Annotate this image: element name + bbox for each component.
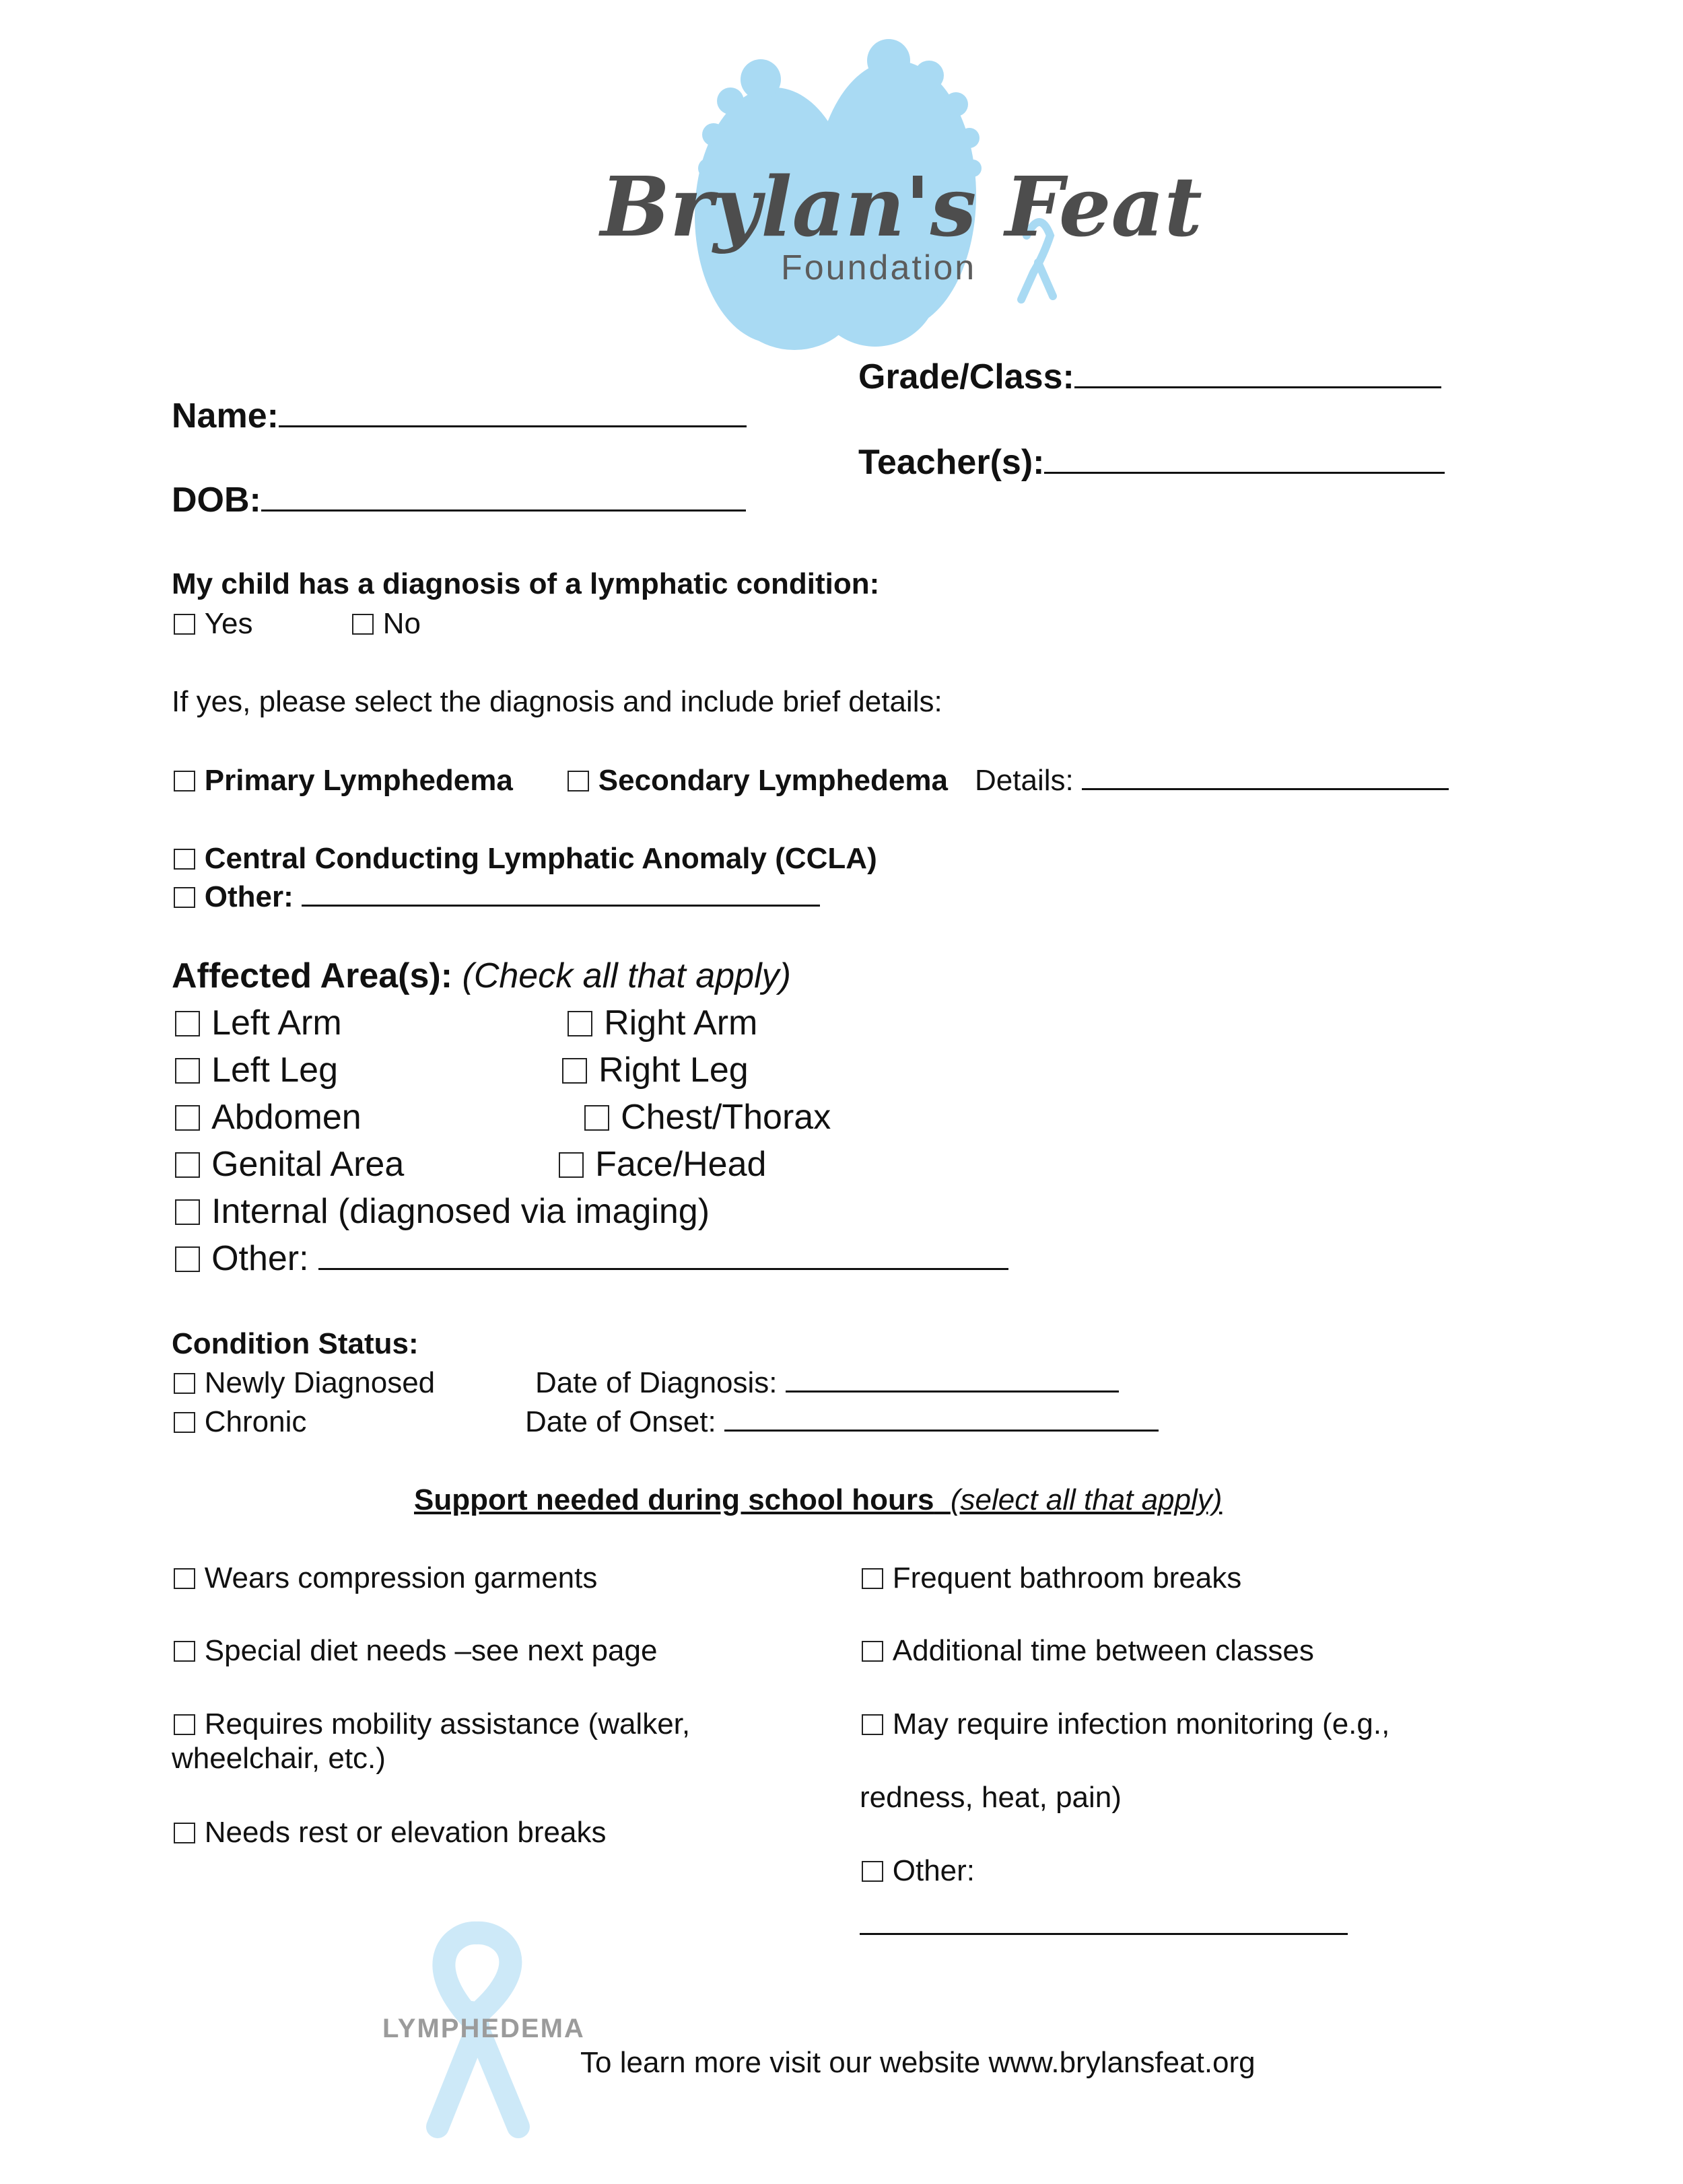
genital-label: Genital Area	[211, 1145, 405, 1184]
mobility-label-2: wheelchair, etc.)	[172, 1742, 386, 1775]
affected-other-option[interactable]	[175, 1238, 1008, 1279]
diagnosis-other-input[interactable]	[302, 905, 820, 907]
right-arm-label: Right Arm	[604, 1003, 758, 1043]
right-leg-label: Right Leg	[598, 1051, 749, 1090]
face-option[interactable]	[559, 1144, 766, 1185]
yes-label: Yes	[204, 607, 253, 640]
affected-areas-heading	[172, 956, 791, 996]
checkbox-mobility[interactable]	[174, 1714, 195, 1736]
dob-field	[172, 480, 746, 520]
checkbox-compression[interactable]	[174, 1568, 195, 1590]
date-onset-label: Date of Onset:	[525, 1405, 716, 1438]
bathroom-option[interactable]	[862, 1561, 1241, 1595]
diet-label: Special diet needs –see next page	[204, 1634, 658, 1667]
support-other-label: Other:	[892, 1854, 975, 1887]
checkbox-chest[interactable]	[584, 1105, 609, 1130]
diagnosis-instruction: If yes, please select the diagnosis and include brief details:	[172, 685, 942, 718]
teacher-input[interactable]	[1044, 472, 1445, 474]
time-option[interactable]	[862, 1634, 1314, 1668]
checkbox-affected-other[interactable]	[175, 1246, 200, 1271]
support-other-option[interactable]	[862, 1854, 975, 1888]
newly-diagnosed-option[interactable]	[174, 1366, 435, 1400]
rest-option[interactable]	[174, 1816, 607, 1850]
checkbox-yes[interactable]	[174, 614, 195, 635]
no-label: No	[382, 607, 421, 640]
infection-option[interactable]	[862, 1707, 1389, 1741]
right-arm-option[interactable]	[568, 1003, 757, 1043]
name-field	[172, 396, 747, 436]
infection-label-2: redness, heat, pain)	[860, 1781, 1122, 1814]
condition-status-heading: Condition Status:	[172, 1327, 419, 1360]
chest-label: Chest/Thorax	[621, 1098, 831, 1137]
logo-sub-text: Foundation	[781, 248, 977, 287]
checkbox-genital[interactable]	[175, 1152, 200, 1177]
infection-label-1: May require infection monitoring (e.g.,	[892, 1707, 1390, 1740]
checkbox-abdomen[interactable]	[175, 1105, 200, 1130]
compression-label: Wears compression garments	[204, 1561, 598, 1594]
checkbox-left-leg[interactable]	[175, 1058, 200, 1083]
checkbox-internal[interactable]	[175, 1199, 200, 1224]
affected-other-label: Other:	[211, 1239, 309, 1278]
diagnosis-other-option[interactable]	[174, 880, 820, 914]
checkbox-diet[interactable]	[174, 1641, 195, 1662]
left-arm-option[interactable]	[175, 1003, 342, 1043]
left-arm-label: Left Arm	[211, 1003, 342, 1043]
checkbox-right-leg[interactable]	[562, 1058, 587, 1083]
checkbox-chronic[interactable]	[174, 1412, 195, 1434]
newly-label: Newly Diagnosed	[204, 1366, 436, 1399]
left-leg-label: Left Leg	[211, 1051, 339, 1090]
checkbox-no[interactable]	[352, 614, 374, 635]
chest-option[interactable]	[584, 1097, 831, 1137]
rest-label: Needs rest or elevation breaks	[204, 1816, 607, 1849]
checkbox-secondary[interactable]	[568, 771, 589, 792]
left-leg-option[interactable]	[175, 1050, 338, 1090]
diet-option[interactable]	[174, 1634, 657, 1668]
genital-option[interactable]	[175, 1144, 404, 1185]
time-label: Additional time between classes	[892, 1634, 1314, 1667]
checkbox-primary[interactable]	[174, 771, 195, 792]
secondary-lymphedema-option[interactable]	[568, 764, 948, 798]
lymphedema-ribbon-text: LYMPHEDEMA	[382, 2014, 585, 2043]
grade-class-label: Grade/Class:	[858, 357, 1074, 396]
secondary-label: Secondary Lymphedema	[598, 764, 948, 797]
abdomen-label: Abdomen	[211, 1098, 362, 1137]
details-input[interactable]	[1082, 788, 1449, 790]
website-text: To learn more visit our website www.brylansfeat.org	[580, 2046, 1256, 2079]
mobility-label-1: Requires mobility assistance (walker,	[204, 1707, 691, 1740]
details-label: Details:	[975, 764, 1074, 797]
support-heading	[414, 1483, 1222, 1517]
checkbox-support-other[interactable]	[862, 1861, 883, 1882]
ccla-option[interactable]	[174, 842, 877, 876]
internal-label: Internal (diagnosed via imaging)	[211, 1192, 710, 1231]
affected-hint: (Check all that apply)	[462, 956, 791, 995]
date-onset-input[interactable]	[724, 1430, 1159, 1432]
teacher-label: Teacher(s):	[858, 443, 1045, 482]
abdomen-option[interactable]	[175, 1097, 362, 1137]
diagnosis-no-option[interactable]	[352, 607, 421, 641]
affected-other-input[interactable]	[318, 1268, 1008, 1270]
chronic-label: Chronic	[204, 1405, 307, 1438]
date-of-onset-field	[525, 1405, 1159, 1439]
checkbox-ccla[interactable]	[174, 849, 195, 870]
support-hint: (select all that apply)	[950, 1483, 1223, 1516]
diagnosis-yes-option[interactable]	[174, 607, 253, 641]
mobility-option[interactable]	[174, 1707, 690, 1741]
affected-title: Affected Area(s):	[172, 956, 453, 995]
diagnosis-question: My child has a diagnosis of a lymphatic condition:	[172, 567, 880, 600]
dob-label: DOB:	[172, 481, 261, 520]
right-leg-option[interactable]	[562, 1050, 749, 1090]
diagnosis-other-label: Other:	[204, 880, 294, 913]
dob-input[interactable]	[261, 509, 746, 512]
logo-script-text: Brylan's Feat	[600, 158, 1202, 255]
primary-lymphedema-option[interactable]	[174, 764, 513, 798]
checkbox-infection[interactable]	[862, 1714, 883, 1736]
grade-class-input[interactable]	[1074, 386, 1441, 388]
internal-option[interactable]	[175, 1191, 710, 1232]
primary-label: Primary Lymphedema	[204, 764, 513, 797]
details-field	[975, 764, 1449, 798]
face-label: Face/Head	[595, 1145, 767, 1184]
grade-class-field	[858, 357, 1441, 397]
compression-option[interactable]	[174, 1561, 597, 1595]
support-other-input[interactable]	[860, 1933, 1348, 1935]
checkbox-right-arm[interactable]	[568, 1011, 592, 1036]
name-input[interactable]	[279, 425, 747, 427]
checkbox-bathroom[interactable]	[862, 1568, 883, 1590]
date-of-diagnosis-field	[535, 1366, 1119, 1400]
support-title: Support needed during school hours	[414, 1483, 934, 1516]
checkbox-face[interactable]	[559, 1152, 584, 1177]
checkbox-left-arm[interactable]	[175, 1011, 200, 1036]
date-diagnosis-input[interactable]	[786, 1390, 1119, 1393]
checkbox-time[interactable]	[862, 1641, 883, 1662]
checkbox-diagnosis-other[interactable]	[174, 887, 195, 909]
ccla-label: Central Conducting Lymphatic Anomaly (CCLA)	[204, 842, 877, 875]
checkbox-newly-diagnosed[interactable]	[174, 1373, 195, 1395]
teacher-field	[858, 442, 1445, 483]
brylans-feat-logo	[592, 34, 1202, 350]
chronic-option[interactable]	[174, 1405, 306, 1439]
name-label: Name:	[172, 396, 279, 435]
bathroom-label: Frequent bathroom breaks	[892, 1561, 1242, 1594]
date-diagnosis-label: Date of Diagnosis:	[535, 1366, 778, 1399]
checkbox-rest[interactable]	[174, 1823, 195, 1844]
